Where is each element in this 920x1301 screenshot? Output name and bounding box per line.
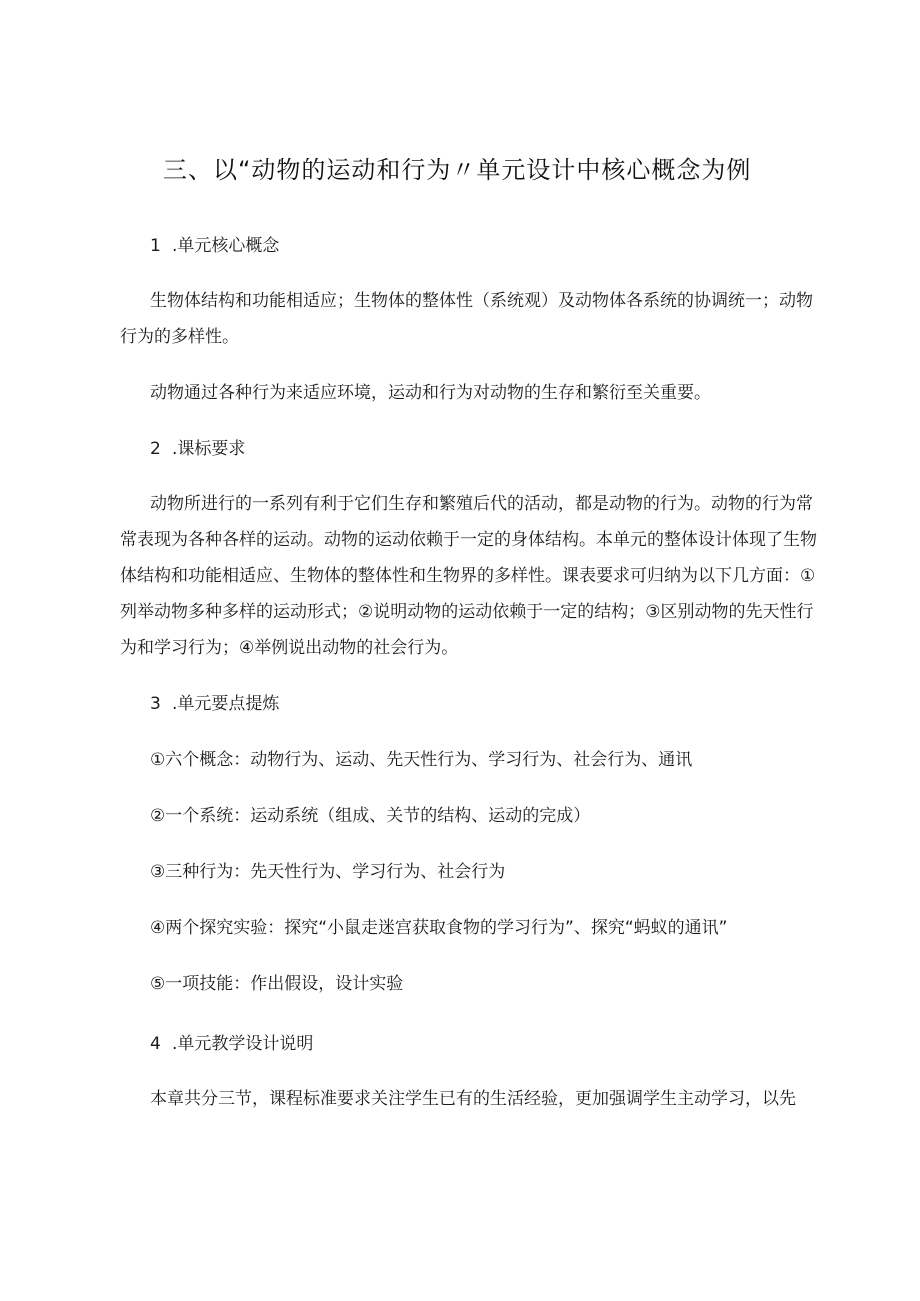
section-3-item-1: ①六个概念：动物行为、运动、先天性行为、学习行为、社会行为、通讯	[150, 750, 693, 770]
section-3-number: 3	[150, 694, 161, 714]
section-1-paragraph-2: 动物通过各种行为来适应环境，运动和行为对动物的生存和繁衍至关重要。	[150, 383, 711, 403]
section-3-item-4: ④两个探究实验：探究“小鼠走迷宫获取食物的学习行为”、探究“蚂蚁的通讯”	[150, 918, 728, 938]
section-2-heading-text: .课标要求	[172, 439, 246, 459]
section-4-number: 4	[150, 1034, 161, 1054]
section-2-number: 2	[150, 439, 161, 459]
section-4-heading	[150, 1031, 313, 1057]
section-2-line-3: 体结构和功能相适应、生物体的整体性和生物界的多样性。课表要求可归纳为以下几方面：①	[120, 566, 816, 586]
section-3-item-2: ②一个系统：运动系统（组成、关节的结构、运动的完成）	[150, 806, 591, 826]
section-2-line-4: 列举动物多种多样的运动形式；②说明动物的运动依赖于一定的结构；③区别动物的先天性行	[120, 602, 814, 622]
section-2-line-2: 常表现为各种各样的运动。动物的运动依赖于一定的身体结构。本单元的整体设计体现了生物	[120, 530, 817, 550]
section-1-paragraph-1-line-1: 生物体结构和功能相适应；生物体的整体性（系统观）及动物体各系统的协调统一；动物	[150, 291, 813, 311]
section-4-heading-text: .单元教学设计说明	[172, 1034, 314, 1054]
section-3-heading	[150, 691, 279, 717]
section-1-heading-text: .单元核心概念	[172, 236, 280, 256]
section-2-line-1: 动物所进行的一系列有利于它们生存和繁殖后代的活动，都是动物的行为。动物的行为常	[150, 494, 813, 514]
section-3-item-3: ③三种行为：先天性行为、学习行为、社会行为	[150, 862, 506, 882]
section-1-paragraph-1-line-2: 行为的多样性。	[120, 327, 239, 347]
section-3-item-5: ⑤一项技能：作出假设，设计实验	[150, 974, 404, 994]
section-2-line-5: 为和学习行为；④举例说出动物的社会行为。	[120, 638, 459, 658]
section-1-heading	[150, 233, 279, 259]
section-4-paragraph-1: 本章共分三节，课程标准要求关注学生已有的生活经验，更加强调学生主动学习，以先	[150, 1089, 796, 1109]
section-title: 三、以“动物的运动和行为〃单元设计中核心概念为例	[163, 156, 752, 184]
section-3-heading-text: .单元要点提炼	[172, 694, 280, 714]
section-2-heading	[150, 436, 245, 462]
section-1-number: 1	[150, 236, 161, 256]
